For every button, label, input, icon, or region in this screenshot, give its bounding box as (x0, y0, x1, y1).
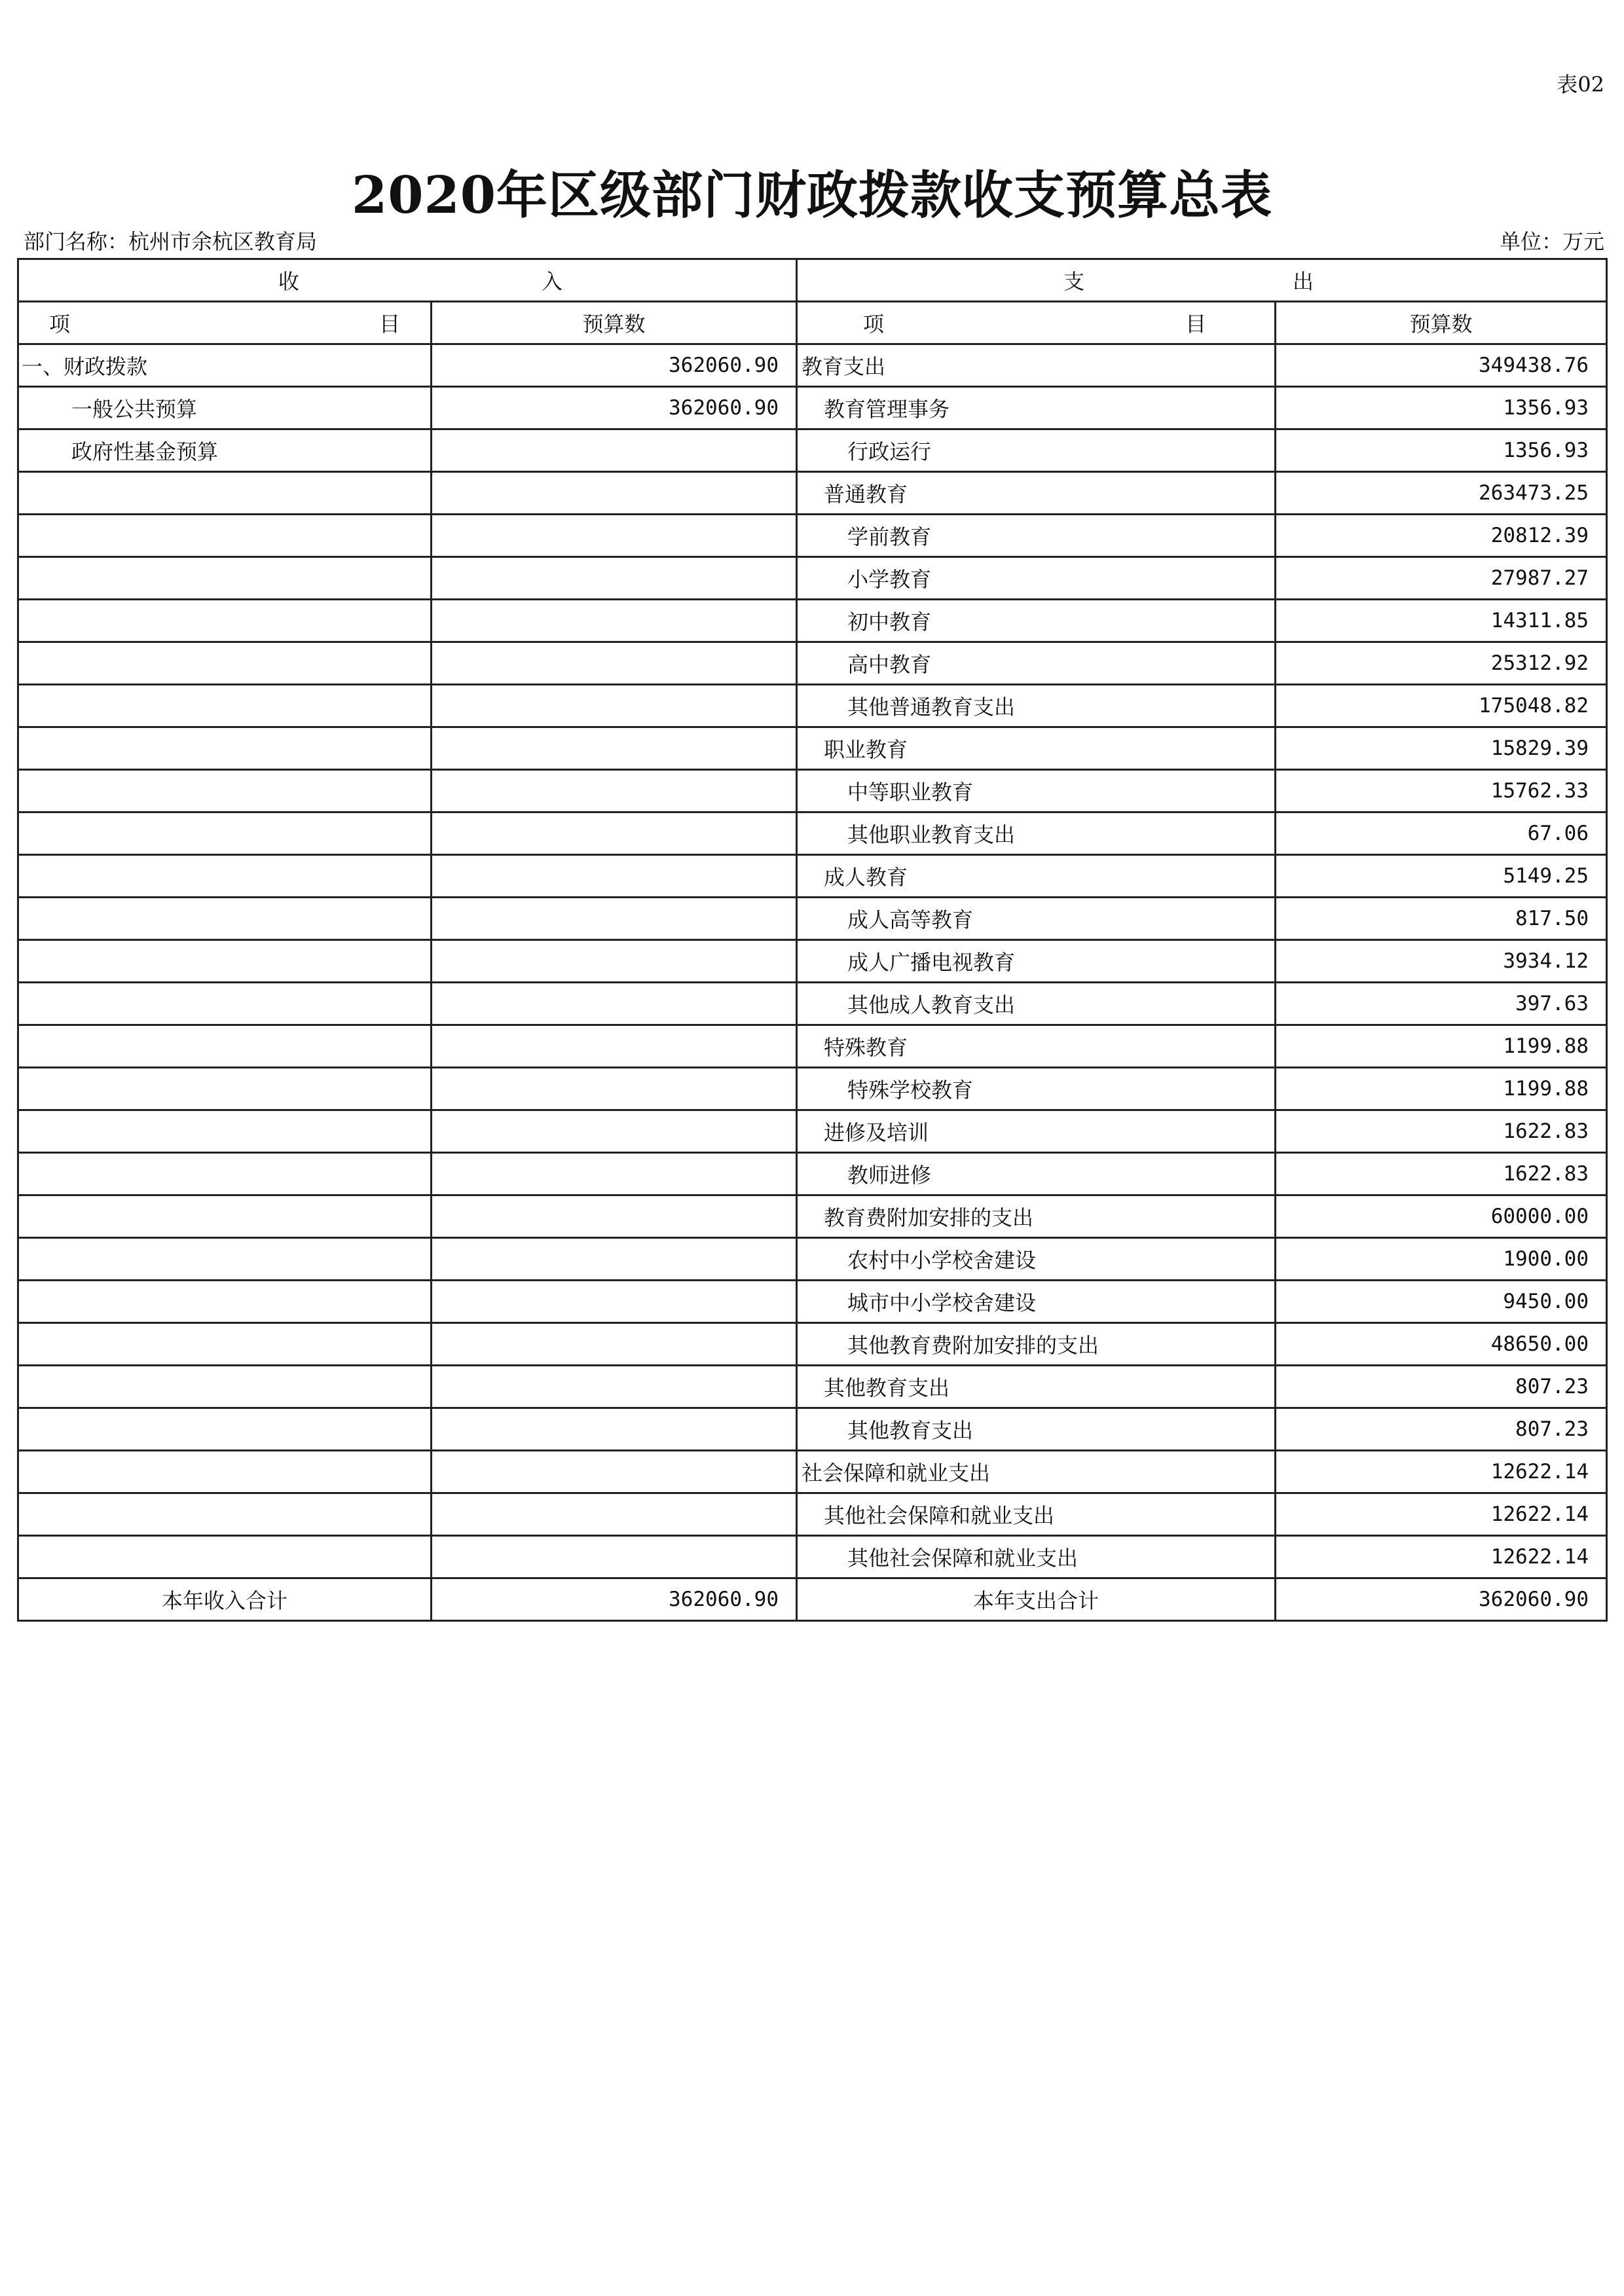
table-row (18, 515, 1607, 557)
income-item-cell (18, 472, 432, 515)
expense-item-cell: 进修及培训 (797, 1110, 1276, 1153)
department-name: 部门名称：杭州市余杭区教育局 (24, 229, 318, 254)
income-item-cell (18, 685, 432, 727)
income-value-cell (432, 1366, 797, 1408)
income-value-cell (432, 1536, 797, 1578)
budget-table (17, 258, 1608, 1622)
expense-total-label: 本年支出合计 (797, 1578, 1276, 1621)
expense-item-cell: 教师进修 (797, 1153, 1276, 1195)
income-item-cell (18, 1068, 432, 1110)
income-item-cell (18, 770, 432, 812)
totals-row (18, 1578, 1607, 1621)
expense-item-cell: 城市中小学校舍建设 (797, 1281, 1276, 1323)
income-value-cell (432, 472, 797, 515)
income-item-cell (18, 1323, 432, 1366)
income-header-char-1: 收 (278, 269, 300, 294)
income-value-cell (432, 983, 797, 1025)
expense-value-cell: 3934.12 (1276, 940, 1607, 983)
income-item-cell (18, 1153, 432, 1195)
expense-value-cell: 25312.92 (1276, 642, 1607, 685)
income-item-cell (18, 812, 432, 855)
income-value-cell (432, 1195, 797, 1238)
table-row (18, 1025, 1607, 1068)
expense-value-cell: 15762.33 (1276, 770, 1607, 812)
expense-header-char-2: 出 (1292, 269, 1314, 294)
expense-item-cell: 其他教育支出 (797, 1408, 1276, 1451)
expense-value-cell: 1622.83 (1276, 1153, 1607, 1195)
table-row (18, 1451, 1607, 1493)
income-value-cell (432, 1281, 797, 1323)
expense-value-cell: 15829.39 (1276, 727, 1607, 770)
expense-item-header (797, 302, 1276, 344)
expense-item-cell: 成人教育 (797, 855, 1276, 898)
income-item-cell (18, 557, 432, 600)
expense-value-cell: 397.63 (1276, 983, 1607, 1025)
expense-item-cell: 成人高等教育 (797, 898, 1276, 940)
table-row (18, 429, 1607, 472)
income-value-cell: 362060.90 (432, 387, 797, 429)
income-value-cell (432, 429, 797, 472)
table-row (18, 1366, 1607, 1408)
income-value-cell (432, 1110, 797, 1153)
income-value-cell (432, 727, 797, 770)
table-row (18, 600, 1607, 642)
expense-item-cell: 行政运行 (797, 429, 1276, 472)
expense-value-cell: 48650.00 (1276, 1323, 1607, 1366)
expense-item-cell: 农村中小学校舍建设 (797, 1238, 1276, 1281)
expense-header-char-1: 支 (1063, 269, 1085, 294)
expense-item-header-char-1: 项 (863, 312, 885, 337)
table-row (18, 685, 1607, 727)
expense-value-cell: 27987.27 (1276, 557, 1607, 600)
income-item-cell (18, 727, 432, 770)
income-value-cell (432, 1068, 797, 1110)
expense-item-cell: 教育管理事务 (797, 387, 1276, 429)
income-item-cell (18, 515, 432, 557)
expense-total-value: 362060.90 (1276, 1578, 1607, 1621)
income-value-cell (432, 600, 797, 642)
expense-item-cell: 特殊学校教育 (797, 1068, 1276, 1110)
expense-item-cell: 其他成人教育支出 (797, 983, 1276, 1025)
table-row (18, 940, 1607, 983)
expense-item-cell: 成人广播电视教育 (797, 940, 1276, 983)
income-value-cell (432, 1493, 797, 1536)
income-value-cell (432, 940, 797, 983)
expense-value-cell: 1199.88 (1276, 1068, 1607, 1110)
income-value-cell (432, 515, 797, 557)
header-row-columns (18, 302, 1607, 344)
income-value-cell (432, 1238, 797, 1281)
expense-item-cell: 其他社会保障和就业支出 (797, 1493, 1276, 1536)
table-row (18, 1068, 1607, 1110)
income-budget-header: 预算数 (432, 302, 797, 344)
expense-item-cell: 初中教育 (797, 600, 1276, 642)
table-row (18, 727, 1607, 770)
table-row (18, 557, 1607, 600)
income-item-cell (18, 1025, 432, 1068)
expense-value-cell: 67.06 (1276, 812, 1607, 855)
expense-item-cell: 其他社会保障和就业支出 (797, 1536, 1276, 1578)
income-value-cell (432, 1153, 797, 1195)
expense-value-cell: 1199.88 (1276, 1025, 1607, 1068)
table-row (18, 983, 1607, 1025)
table-row (18, 642, 1607, 685)
expense-header (797, 259, 1607, 302)
income-item-header-char-2: 目 (378, 312, 400, 337)
table-row (18, 855, 1607, 898)
expense-item-cell: 其他教育费附加安排的支出 (797, 1323, 1276, 1366)
expense-value-cell: 807.23 (1276, 1366, 1607, 1408)
expense-value-cell: 1900.00 (1276, 1238, 1607, 1281)
expense-value-cell: 175048.82 (1276, 685, 1607, 727)
expense-item-cell: 高中教育 (797, 642, 1276, 685)
expense-item-cell: 中等职业教育 (797, 770, 1276, 812)
table-row (18, 770, 1607, 812)
expense-item-header-char-2: 目 (1185, 312, 1206, 337)
income-item-header (18, 302, 432, 344)
income-value-cell (432, 1323, 797, 1366)
income-item-cell (18, 642, 432, 685)
income-item-cell (18, 1536, 432, 1578)
income-value-cell (432, 770, 797, 812)
expense-item-cell: 学前教育 (797, 515, 1276, 557)
expense-budget-header: 预算数 (1276, 302, 1607, 344)
expense-value-cell: 60000.00 (1276, 1195, 1607, 1238)
expense-value-cell: 12622.14 (1276, 1493, 1607, 1536)
expense-value-cell: 20812.39 (1276, 515, 1607, 557)
table-row (18, 1493, 1607, 1536)
income-item-cell (18, 1366, 432, 1408)
table-row (18, 1281, 1607, 1323)
expense-item-cell: 其他职业教育支出 (797, 812, 1276, 855)
expense-item-cell: 教育费附加安排的支出 (797, 1195, 1276, 1238)
expense-value-cell: 12622.14 (1276, 1536, 1607, 1578)
expense-item-cell: 教育支出 (797, 344, 1276, 387)
income-item-cell: 政府性基金预算 (18, 429, 432, 472)
income-item-cell (18, 600, 432, 642)
table-row (18, 1536, 1607, 1578)
expense-item-cell: 职业教育 (797, 727, 1276, 770)
expense-value-cell: 9450.00 (1276, 1281, 1607, 1323)
income-item-header-char-1: 项 (49, 312, 71, 337)
expense-value-cell: 14311.85 (1276, 600, 1607, 642)
income-value-cell (432, 557, 797, 600)
table-number: 表02 (1557, 72, 1604, 97)
income-item-cell (18, 1408, 432, 1451)
income-value-cell (432, 898, 797, 940)
expense-item-cell: 其他教育支出 (797, 1366, 1276, 1408)
income-item-cell (18, 855, 432, 898)
table-row (18, 387, 1607, 429)
income-value-cell (432, 812, 797, 855)
income-value-cell (432, 685, 797, 727)
expense-item-cell: 特殊教育 (797, 1025, 1276, 1068)
expense-value-cell: 807.23 (1276, 1408, 1607, 1451)
expense-value-cell: 263473.25 (1276, 472, 1607, 515)
expense-value-cell: 817.50 (1276, 898, 1607, 940)
header-row-group (18, 259, 1607, 302)
income-item-cell: 一般公共预算 (18, 387, 432, 429)
table-row (18, 1238, 1607, 1281)
table-row (18, 1323, 1607, 1366)
expense-value-cell: 1356.93 (1276, 387, 1607, 429)
expense-item-cell: 普通教育 (797, 472, 1276, 515)
income-item-cell (18, 1281, 432, 1323)
table-row (18, 1153, 1607, 1195)
expense-item-cell: 社会保障和就业支出 (797, 1451, 1276, 1493)
income-item-cell (18, 1195, 432, 1238)
income-item-cell (18, 1238, 432, 1281)
expense-value-cell: 12622.14 (1276, 1451, 1607, 1493)
income-value-cell (432, 1451, 797, 1493)
unit-label: 单位：万元 (1499, 229, 1604, 254)
table-row (18, 1110, 1607, 1153)
table-row (18, 344, 1607, 387)
income-header-char-2: 入 (541, 269, 563, 294)
table-row (18, 472, 1607, 515)
income-header (18, 259, 797, 302)
income-total-label: 本年收入合计 (18, 1578, 432, 1621)
expense-value-cell: 1356.93 (1276, 429, 1607, 472)
income-value-cell (432, 1025, 797, 1068)
table-row (18, 898, 1607, 940)
table-row (18, 1408, 1607, 1451)
income-value-cell (432, 642, 797, 685)
income-item-cell (18, 940, 432, 983)
expense-value-cell: 1622.83 (1276, 1110, 1607, 1153)
table-row (18, 1195, 1607, 1238)
expense-item-cell: 小学教育 (797, 557, 1276, 600)
expense-value-cell: 349438.76 (1276, 344, 1607, 387)
income-total-value: 362060.90 (432, 1578, 797, 1621)
income-item-cell (18, 1110, 432, 1153)
income-item-cell (18, 1493, 432, 1536)
table-row (18, 812, 1607, 855)
page-title: 2020年区级部门财政拨款收支预算总表 (351, 166, 1273, 225)
expense-value-cell: 5149.25 (1276, 855, 1607, 898)
income-item-cell (18, 1451, 432, 1493)
income-item-cell (18, 898, 432, 940)
income-value-cell (432, 855, 797, 898)
income-item-cell: 一、财政拨款 (18, 344, 432, 387)
income-item-cell (18, 983, 432, 1025)
expense-item-cell: 其他普通教育支出 (797, 685, 1276, 727)
income-value-cell: 362060.90 (432, 344, 797, 387)
income-value-cell (432, 1408, 797, 1451)
